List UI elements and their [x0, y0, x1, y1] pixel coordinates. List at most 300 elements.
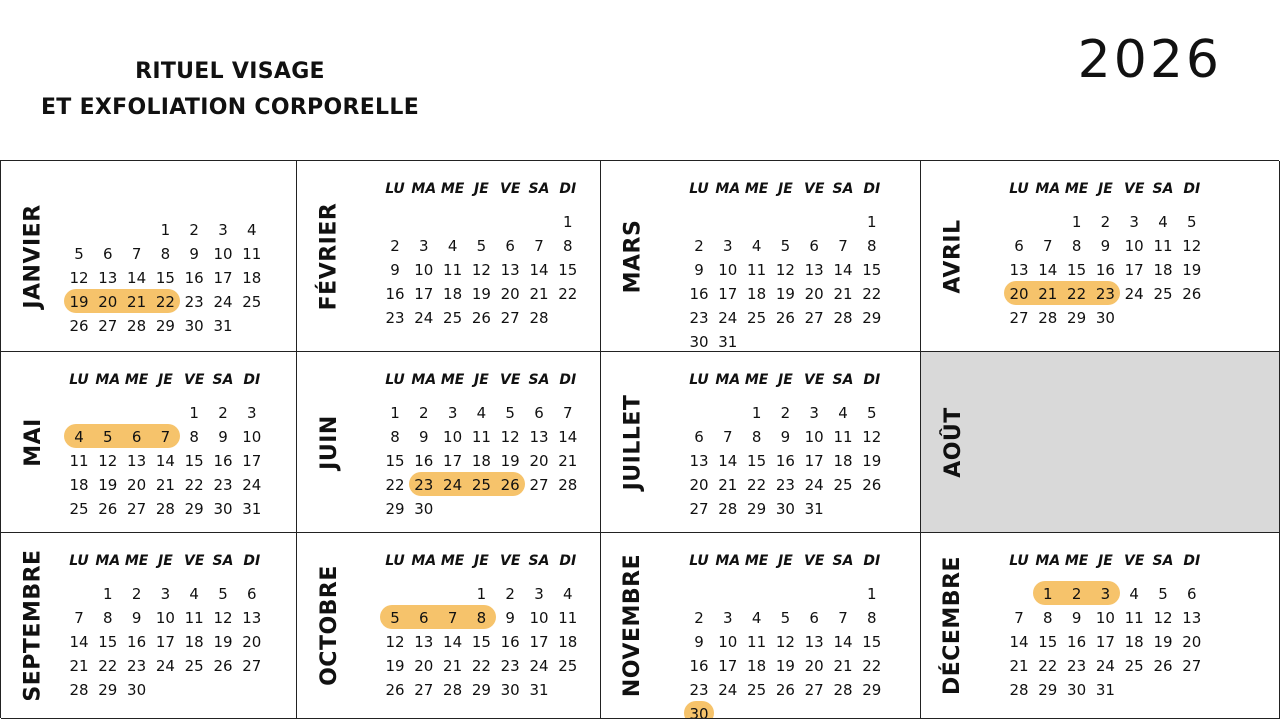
day-number: 28: [127, 317, 147, 335]
day-number: 9: [780, 428, 791, 446]
day-number: 24: [1124, 285, 1144, 303]
weekday-label: ME: [440, 181, 465, 197]
day-number: 31: [804, 500, 824, 518]
day-number: 11: [443, 261, 463, 279]
day-number: 9: [1071, 609, 1082, 627]
day-number: 13: [804, 261, 824, 279]
day-number: 8: [189, 428, 199, 446]
weekday-label: JE: [158, 553, 173, 569]
day-number: 8: [563, 237, 573, 255]
weekday-label: MA: [1035, 553, 1061, 569]
weekday-header: [1, 372, 296, 392]
weekday-label: SA: [832, 372, 854, 388]
calendar-grid: [0, 160, 1279, 718]
weekday-label: LU: [689, 372, 709, 388]
day-number: 13: [242, 609, 262, 627]
day-number: 23: [1095, 285, 1115, 303]
day-number: 7: [534, 237, 544, 255]
day-number: 11: [747, 261, 767, 279]
day-number: 2: [131, 585, 142, 603]
weekday-label: LU: [69, 553, 89, 569]
day-number: 1: [476, 585, 487, 603]
month-cell-11: [921, 533, 1280, 719]
weekday-label: DI: [1183, 553, 1201, 569]
day-number: 20: [804, 657, 824, 675]
day-number: 19: [385, 657, 405, 675]
weekday-label: VE: [183, 553, 205, 569]
day-number: 28: [1009, 681, 1029, 699]
day-number: 28: [155, 500, 175, 518]
day-number: 25: [1124, 657, 1144, 675]
day-number: 17: [804, 452, 824, 470]
weekday-header: [601, 372, 920, 392]
day-number: 16: [127, 633, 147, 651]
day-number: 22: [747, 476, 767, 494]
day-number: 23: [1067, 657, 1087, 675]
day-number: 7: [723, 428, 733, 446]
weekday-label: SA: [1152, 553, 1174, 569]
day-number: 21: [155, 476, 175, 494]
day-number: 27: [689, 500, 709, 518]
day-number: 26: [862, 476, 882, 494]
day-number: 31: [718, 333, 738, 351]
day-number: 30: [184, 317, 204, 335]
day-number: 7: [74, 609, 84, 627]
month-name: [15, 161, 51, 351]
weekday-label: DI: [1183, 181, 1201, 197]
day-number: 19: [1182, 261, 1202, 279]
weekday-label: LU: [689, 181, 709, 197]
day-number: 5: [103, 428, 113, 446]
day-number: 4: [751, 237, 762, 255]
day-number: 18: [443, 285, 463, 303]
month-name-label: SEPTEMBRE: [20, 549, 46, 702]
day-number: 6: [534, 404, 544, 422]
day-number: 10: [1124, 237, 1144, 255]
day-number: 4: [563, 585, 573, 603]
day-number: 25: [558, 657, 578, 675]
day-number: 26: [385, 681, 405, 699]
day-number: 2: [694, 237, 704, 255]
weekday-label: DI: [243, 372, 261, 388]
day-number: 8: [160, 245, 171, 263]
day-number: 13: [1182, 609, 1202, 627]
day-number: 22: [155, 293, 175, 311]
month-cell-10: [601, 533, 921, 719]
day-number: 9: [419, 428, 429, 446]
day-number: 11: [833, 428, 853, 446]
day-number: 21: [443, 657, 463, 675]
day-number: 14: [69, 633, 89, 651]
day-number: 18: [471, 452, 491, 470]
day-number: 7: [131, 245, 142, 263]
day-number: 21: [1009, 657, 1029, 675]
weekday-label: SA: [1152, 181, 1174, 197]
day-number: 28: [833, 681, 853, 699]
day-number: 12: [385, 633, 405, 651]
day-number: 16: [184, 269, 204, 287]
day-number: 20: [529, 452, 549, 470]
day-number: 5: [505, 404, 515, 422]
day-number: 25: [69, 500, 89, 518]
day-number: 12: [471, 261, 491, 279]
day-number: 24: [718, 681, 738, 699]
weekday-label: LU: [69, 372, 89, 388]
day-number: 2: [218, 404, 228, 422]
weekday-label: ME: [124, 553, 149, 569]
day-number: 22: [862, 285, 882, 303]
day-number: 2: [780, 404, 791, 422]
month-cell-8: [1, 533, 297, 719]
day-number: 1: [1071, 213, 1082, 231]
day-number: 12: [1182, 237, 1202, 255]
day-number: 9: [218, 428, 228, 446]
page-title: [40, 54, 420, 126]
day-number: 1: [103, 585, 113, 603]
day-number: 6: [247, 585, 257, 603]
day-number: 3: [534, 585, 544, 603]
day-number: 8: [103, 609, 113, 627]
day-number: 14: [833, 633, 853, 651]
day-number: 25: [242, 293, 262, 311]
day-number: 27: [127, 500, 147, 518]
day-number: 7: [838, 609, 848, 627]
day-number: 25: [747, 681, 767, 699]
weekday-label: SA: [832, 553, 854, 569]
day-number: 13: [1009, 261, 1029, 279]
day-number: 20: [242, 633, 262, 651]
day-number: 5: [780, 609, 791, 627]
day-number: 4: [838, 404, 848, 422]
day-number: 22: [558, 285, 578, 303]
day-number: 31: [213, 317, 233, 335]
day-number: 10: [718, 633, 738, 651]
weekday-label: ME: [744, 372, 769, 388]
weekday-label: JE: [474, 372, 489, 388]
day-number: 21: [1038, 285, 1058, 303]
day-number: 30: [689, 705, 709, 719]
day-number: 18: [242, 269, 262, 287]
weekday-label: MA: [1035, 181, 1061, 197]
day-number: 23: [127, 657, 147, 675]
day-number: 17: [718, 285, 738, 303]
day-number: 30: [1067, 681, 1087, 699]
day-number: 21: [718, 476, 738, 494]
day-number: 17: [1124, 261, 1144, 279]
day-number: 23: [500, 657, 520, 675]
day-number: 24: [718, 309, 738, 327]
day-number: 2: [1100, 213, 1111, 231]
day-number: 15: [558, 261, 578, 279]
day-number: 2: [419, 404, 429, 422]
day-number: 6: [1014, 237, 1024, 255]
day-number: 22: [98, 657, 118, 675]
weekday-label: VE: [803, 181, 825, 197]
day-number: 6: [419, 609, 429, 627]
month-cell-7: [921, 352, 1280, 533]
weekday-label: DI: [863, 553, 881, 569]
day-number: 12: [98, 452, 118, 470]
day-number: 30: [414, 500, 434, 518]
day-number: 6: [103, 245, 113, 263]
day-number: 9: [131, 609, 142, 627]
weekday-label: VE: [499, 181, 521, 197]
day-number: 19: [775, 285, 795, 303]
day-number: 27: [529, 476, 549, 494]
day-number: 7: [447, 609, 458, 627]
day-number: 16: [414, 452, 434, 470]
day-number: 18: [558, 633, 578, 651]
day-number: 15: [385, 452, 405, 470]
day-number: 17: [242, 452, 262, 470]
weekday-label: VE: [183, 372, 205, 388]
day-number: 23: [385, 309, 405, 327]
day-number: 22: [385, 476, 405, 494]
weekday-label: JE: [778, 553, 793, 569]
day-number: 18: [69, 476, 89, 494]
day-number: 30: [689, 333, 709, 351]
weekday-label: VE: [803, 372, 825, 388]
weekday-label: ME: [1064, 553, 1089, 569]
weekday-label: SA: [528, 181, 550, 197]
day-number: 22: [471, 657, 491, 675]
day-number: 7: [838, 237, 848, 255]
day-number: 24: [213, 293, 233, 311]
weekday-label: MA: [411, 181, 437, 197]
day-number: 26: [775, 309, 795, 327]
day-number: 9: [694, 261, 704, 279]
day-number: 24: [414, 309, 434, 327]
day-number: 14: [718, 452, 738, 470]
day-number: 30: [500, 681, 520, 699]
weekday-header: [921, 553, 1279, 573]
day-number: 3: [160, 585, 171, 603]
day-number: 5: [1158, 585, 1168, 603]
day-number: 9: [189, 245, 199, 263]
day-number: 20: [1009, 285, 1029, 303]
day-number: 20: [689, 476, 709, 494]
day-number: 30: [1095, 309, 1115, 327]
day-number: 14: [833, 261, 853, 279]
day-number: 7: [563, 404, 573, 422]
weekday-label: LU: [385, 553, 405, 569]
weekday-header: [1, 553, 296, 573]
day-number: 26: [1153, 657, 1173, 675]
day-number: 23: [184, 293, 204, 311]
day-number: 13: [689, 452, 709, 470]
weekday-label: MA: [411, 553, 437, 569]
day-number: 4: [74, 428, 84, 446]
weekday-header: [921, 181, 1279, 201]
day-number: 6: [131, 428, 142, 446]
day-number: 10: [242, 428, 262, 446]
day-number: 28: [529, 309, 549, 327]
month-name: [935, 352, 971, 532]
weekday-label: LU: [385, 181, 405, 197]
day-number: 12: [213, 609, 233, 627]
day-number: 10: [443, 428, 463, 446]
day-number: 30: [775, 500, 795, 518]
weekday-label: DI: [559, 181, 577, 197]
weekday-label: DI: [863, 372, 881, 388]
month-name-label: MAI: [20, 417, 46, 467]
weekday-header: [297, 553, 600, 573]
day-number: 14: [1038, 261, 1058, 279]
day-number: 1: [751, 404, 762, 422]
day-number: 5: [218, 585, 228, 603]
weekday-label: LU: [1009, 181, 1029, 197]
day-number: 1: [867, 585, 877, 603]
day-number: 29: [184, 500, 204, 518]
day-number: 2: [505, 585, 515, 603]
month-name-label: JUIN: [316, 414, 342, 470]
month-cell-2: [601, 161, 921, 352]
day-number: 2: [189, 221, 199, 239]
weekday-label: LU: [689, 553, 709, 569]
day-number: 15: [471, 633, 491, 651]
weekday-label: SA: [528, 372, 550, 388]
day-number: 17: [443, 452, 463, 470]
weekday-label: MA: [411, 372, 437, 388]
weekday-label: ME: [744, 553, 769, 569]
day-number: 19: [213, 633, 233, 651]
day-number: 20: [804, 285, 824, 303]
weekday-label: DI: [243, 553, 261, 569]
day-number: 24: [242, 476, 262, 494]
day-number: 4: [1129, 585, 1139, 603]
weekday-label: LU: [1009, 553, 1029, 569]
day-number: 28: [443, 681, 463, 699]
day-number: 29: [862, 309, 882, 327]
day-number: 8: [1071, 237, 1082, 255]
day-number: 30: [127, 681, 147, 699]
weekday-label: SA: [528, 553, 550, 569]
day-number: 7: [160, 428, 171, 446]
day-number: 16: [775, 452, 795, 470]
weekday-label: VE: [803, 553, 825, 569]
day-number: 5: [74, 245, 84, 263]
day-number: 8: [867, 237, 877, 255]
day-number: 15: [747, 452, 767, 470]
day-number: 4: [189, 585, 199, 603]
weekday-label: DI: [863, 181, 881, 197]
weekday-label: VE: [499, 553, 521, 569]
day-number: 10: [718, 261, 738, 279]
day-number: 27: [500, 309, 520, 327]
day-number: 10: [213, 245, 233, 263]
day-number: 3: [723, 609, 733, 627]
day-number: 14: [155, 452, 175, 470]
day-number: 5: [1187, 213, 1197, 231]
day-number: 15: [1067, 261, 1087, 279]
day-number: 18: [747, 285, 767, 303]
day-number: 22: [862, 657, 882, 675]
day-number: 16: [689, 285, 709, 303]
day-number: 27: [414, 681, 434, 699]
day-number: 17: [213, 269, 233, 287]
day-number: 4: [1158, 213, 1168, 231]
day-number: 25: [1153, 285, 1173, 303]
day-number: 22: [1038, 657, 1058, 675]
day-number: 19: [1153, 633, 1173, 651]
day-number: 23: [689, 681, 709, 699]
day-number: 19: [775, 657, 795, 675]
day-number: 14: [443, 633, 463, 651]
title-line-2: ET EXFOLIATION CORPORELLE: [40, 95, 420, 120]
day-number: 30: [213, 500, 233, 518]
day-number: 11: [471, 428, 491, 446]
day-number: 9: [1100, 237, 1111, 255]
day-number: 3: [1129, 213, 1139, 231]
day-number: 26: [213, 657, 233, 675]
day-number: 15: [862, 261, 882, 279]
day-number: 12: [500, 428, 520, 446]
day-number: 20: [1182, 633, 1202, 651]
weekday-label: DI: [559, 372, 577, 388]
day-number: 27: [804, 309, 824, 327]
day-number: 29: [862, 681, 882, 699]
month-name-label: AVRIL: [940, 218, 966, 294]
day-number: 16: [689, 657, 709, 675]
day-number: 4: [476, 404, 487, 422]
day-number: 16: [385, 285, 405, 303]
weekday-label: JE: [474, 553, 489, 569]
day-number: 3: [723, 237, 733, 255]
day-number: 4: [447, 237, 458, 255]
weekday-label: JE: [158, 372, 173, 388]
weekday-header: [297, 372, 600, 392]
day-number: 27: [1009, 309, 1029, 327]
day-number: 18: [747, 657, 767, 675]
day-number: 27: [1182, 657, 1202, 675]
day-number: 17: [529, 633, 549, 651]
day-number: 14: [1009, 633, 1029, 651]
day-number: 17: [1095, 633, 1115, 651]
weekday-label: LU: [385, 372, 405, 388]
day-number: 16: [1067, 633, 1087, 651]
day-number: 19: [471, 285, 491, 303]
day-number: 21: [833, 657, 853, 675]
day-number: 8: [476, 609, 487, 627]
day-number: 25: [471, 476, 491, 494]
weekday-label: MA: [715, 372, 741, 388]
weekday-label: JE: [474, 181, 489, 197]
day-number: 24: [443, 476, 463, 494]
day-number: 28: [718, 500, 738, 518]
day-number: 19: [98, 476, 118, 494]
weekday-label: JE: [1098, 553, 1113, 569]
day-number: 23: [689, 309, 709, 327]
weekday-label: ME: [744, 181, 769, 197]
day-number: 3: [247, 404, 257, 422]
day-number: 29: [747, 500, 767, 518]
weekday-header: [297, 181, 600, 201]
day-number: 2: [1071, 585, 1082, 603]
day-number: 19: [862, 452, 882, 470]
day-number: 2: [694, 609, 704, 627]
day-number: 1: [563, 213, 573, 231]
day-number: 10: [155, 609, 175, 627]
day-number: 27: [804, 681, 824, 699]
day-number: 16: [1095, 261, 1115, 279]
day-number: 15: [98, 633, 118, 651]
weekday-label: JE: [778, 181, 793, 197]
day-number: 28: [558, 476, 578, 494]
day-number: 29: [98, 681, 118, 699]
day-number: 5: [390, 609, 400, 627]
day-number: 29: [471, 681, 491, 699]
day-number: 10: [414, 261, 434, 279]
